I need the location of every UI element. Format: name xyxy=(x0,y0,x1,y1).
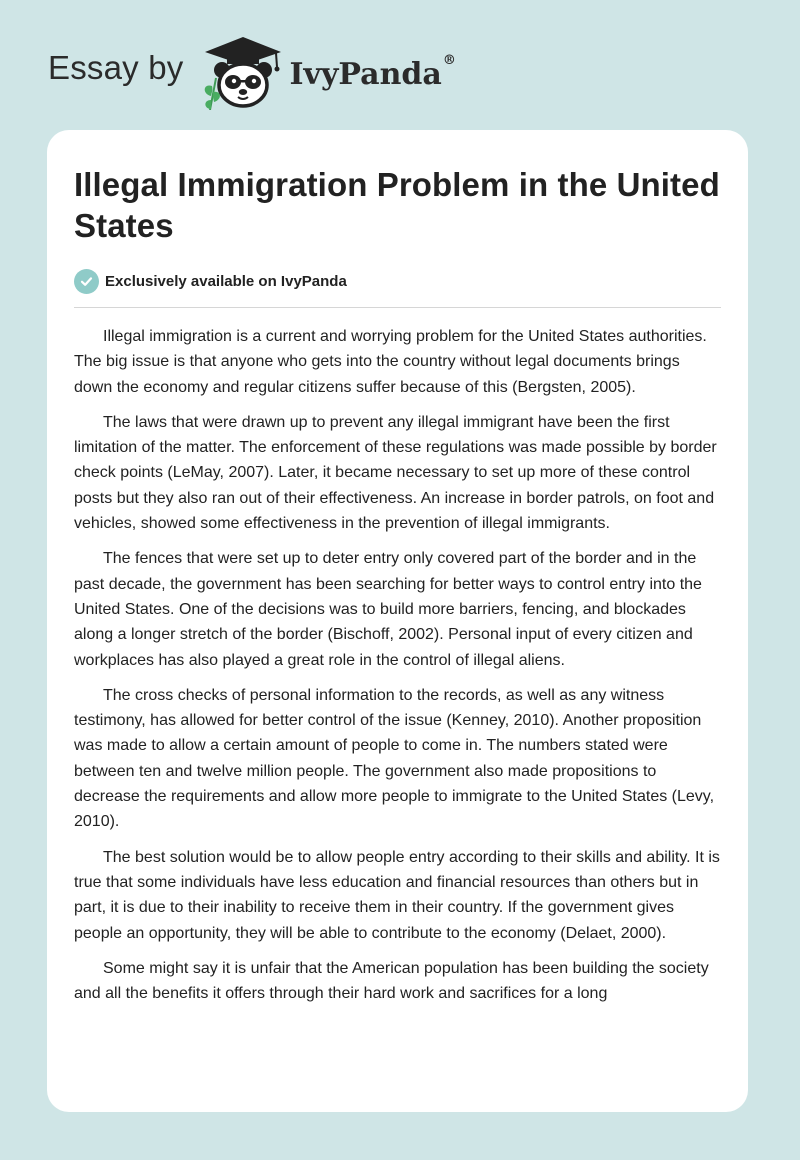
paragraph: Illegal immigration is a current and worrying problem for the United States authorities. The big issue is that anyone who gets into the country without legal documents brings down the economy and regular citizens suffer because of this (Bergsten, 2005). xyxy=(74,328,707,396)
brand-prefix: Essay by xyxy=(48,49,184,86)
paragraph: Some might say it is unfair that the American population has been building the society and all the benefits it offers through their hard work and sacrifices for a long xyxy=(74,959,709,1003)
brand-name-text: IvyPanda xyxy=(289,56,442,92)
paragraph: The best solution would be to allow people entry according to their skills and ability. It is true that some individuals have less education and financial resources than others but in part, it is due to their inability to receive them in their country. If the government gives people an opportunity, they will be able to contribute to the economy (Delaet, 2000). xyxy=(74,848,720,942)
essay-title: Illegal Immigration Problem in the United States xyxy=(74,166,720,244)
registered-mark: ® xyxy=(442,52,456,68)
brand-name xyxy=(289,52,456,92)
essay-card xyxy=(47,130,748,1112)
checkmark-icon xyxy=(74,269,99,294)
divider xyxy=(74,307,721,308)
site-header xyxy=(48,34,456,110)
ivypanda-logo-icon xyxy=(198,34,288,110)
paragraph: The cross checks of personal information to the records, as well as any witness testimony, has allowed for better control of the issue (Kenney, 2010). Another proposition was made to allow a certain amount of people to come in. The numbers stated were between ten and twelve million people. The government also made propositions to decrease the requirements and allow more people to immigrate to the United States (Levy, 2010). xyxy=(74,686,715,831)
paragraph: The laws that were drawn up to prevent any illegal immigrant have been the first limitation of the matter. The enforcement of these regulations was made possible by border check points (LeMay, 2007). Later, it became necessary to set up more of these control posts but they also ran out of their effectiveness. An increase in border patrols, on foot and vehicles, showed some effectiveness in the prevention of illegal immigrants. xyxy=(74,413,717,533)
essay-body xyxy=(74,324,721,1006)
exclusive-badge xyxy=(74,269,721,294)
paragraph: The fences that were set up to deter entry only covered part of the border and in the past decade, the government has been searching for better ways to control entry into the United States. One of the decisions was to build more barriers, fencing, and blockades along a longer stretch of the border (Bischoff, 2002). Personal input of every citizen and workplaces has also played a great role in the control of illegal aliens. xyxy=(74,550,702,669)
exclusive-label: Exclusively available on IvyPanda xyxy=(105,273,347,290)
